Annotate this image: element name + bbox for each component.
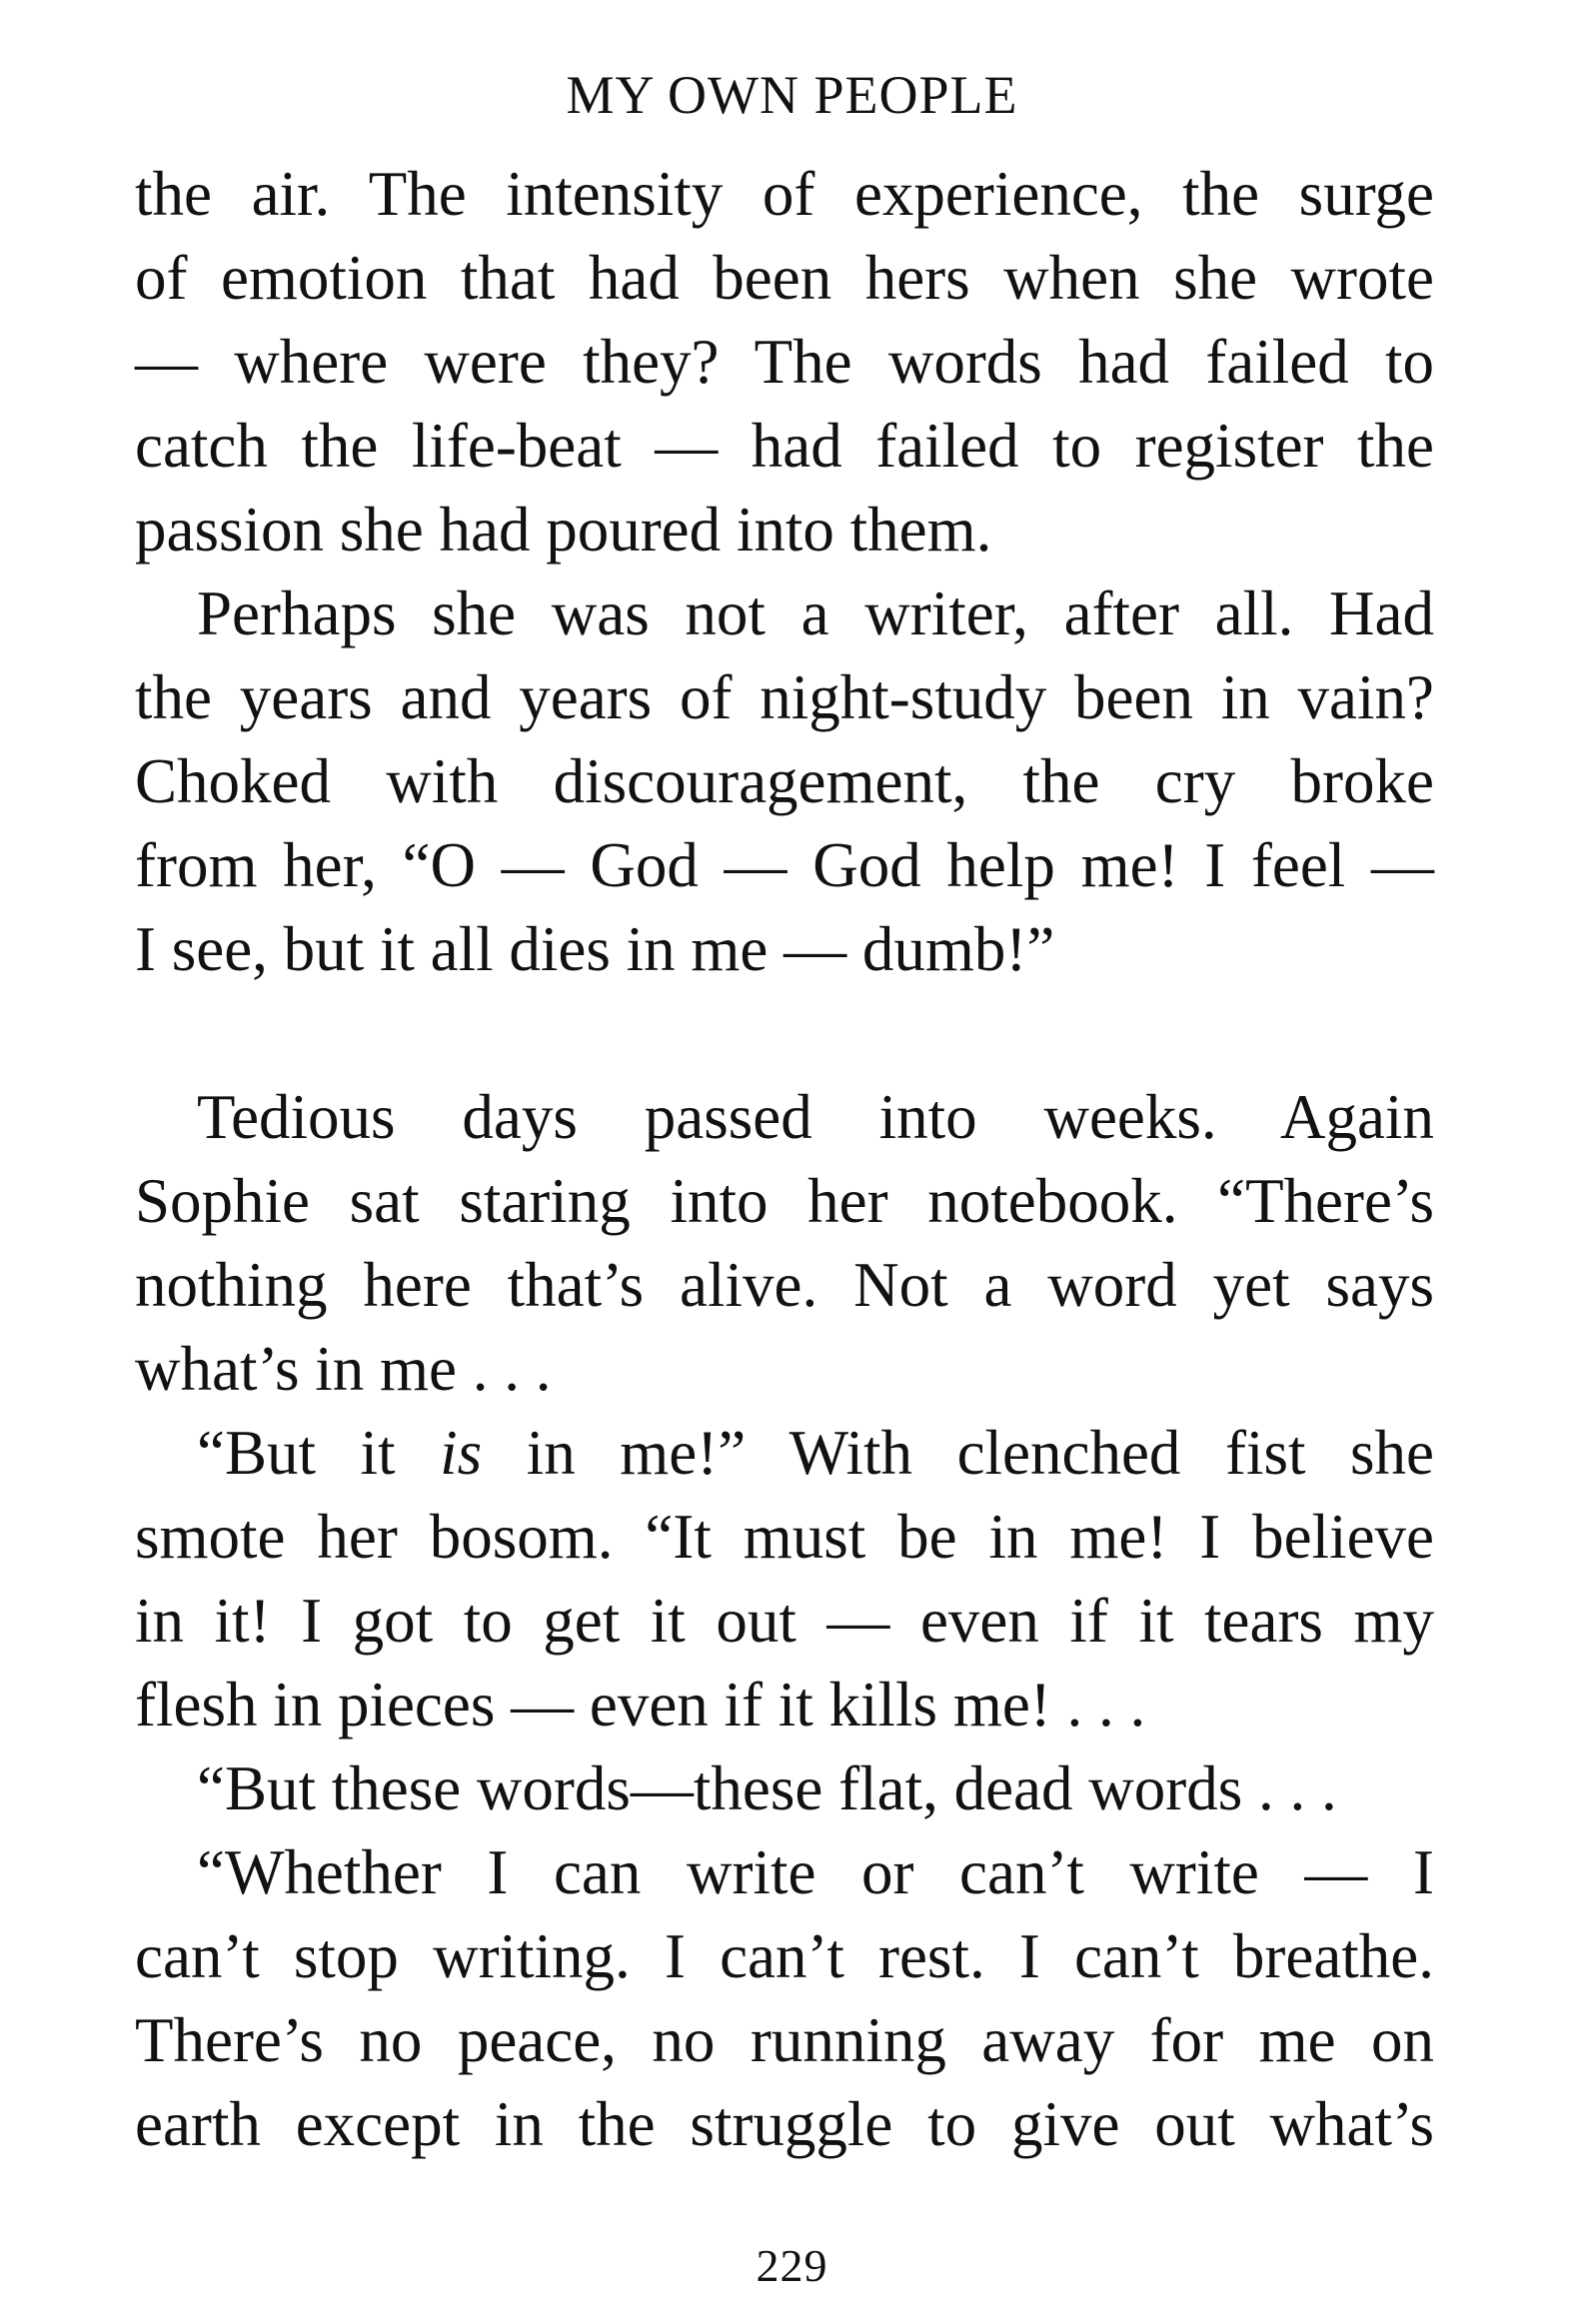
paragraph-4	[135, 1411, 1434, 1746]
text-line: from her, “O — God — God help me! I feel —	[135, 830, 1434, 900]
text-line: There’s no peace, no running away for me on	[135, 2005, 1434, 2075]
text-line: in it! I got to get it out — even if it tears my	[135, 1586, 1434, 1656]
paragraph-5	[135, 1746, 1434, 1830]
italic-emphasis: is	[440, 1418, 483, 1488]
text-line: Perhaps she was not a writer, after all. Had	[197, 579, 1434, 648]
text-line: flesh in pieces — even if it kills me! . . .	[135, 1670, 1146, 1740]
page-number: 229	[756, 2240, 828, 2291]
section-break	[135, 991, 1434, 1075]
text-run: in me!” With clenched fist she	[482, 1418, 1435, 1488]
text-line: Choked with discouragement, the cry broke	[135, 746, 1434, 816]
text-line: smote her bosom. “It must be in me! I believe	[135, 1502, 1434, 1572]
text-line: “But these words—these flat, dead words . . .	[197, 1753, 1337, 1823]
text-line: nothing here that’s alive. Not a word yet says	[135, 1250, 1434, 1320]
text-line: — where were they? The words had failed to	[135, 327, 1434, 397]
text-line: I see, but it all dies in me — dumb!”	[135, 914, 1055, 984]
body-text	[135, 152, 1434, 2166]
paragraph-2	[135, 572, 1434, 991]
text-line: “Whether I can write or can’t write — I	[197, 1837, 1434, 1907]
text-run: “But it	[197, 1418, 441, 1488]
text-line: what’s in me . . .	[135, 1334, 552, 1404]
text-line: the years and years of night-study been in vain?	[135, 662, 1434, 732]
paragraph-6	[135, 1830, 1434, 2166]
text-line: of emotion that had been hers when she wrote	[135, 243, 1434, 313]
paragraph-3	[135, 1075, 1434, 1411]
text-line: earth except in the struggle to give out what’s	[135, 2089, 1434, 2159]
text-line: the air. The intensity of experience, the surge	[135, 159, 1434, 229]
text-line	[135, 1411, 1434, 1495]
paragraph-1	[135, 152, 1434, 572]
text-line: Tedious days passed into weeks. Again	[197, 1082, 1434, 1152]
text-line: passion she had poured into them.	[135, 495, 992, 565]
text-line: catch the life-beat — had failed to register the	[135, 411, 1434, 481]
running-head: MY OWN PEOPLE	[566, 65, 1018, 125]
text-line: Sophie sat staring into her notebook. “There’s	[135, 1166, 1434, 1236]
text-line: can’t stop writing. I can’t rest. I can’t breathe.	[135, 1921, 1434, 1991]
